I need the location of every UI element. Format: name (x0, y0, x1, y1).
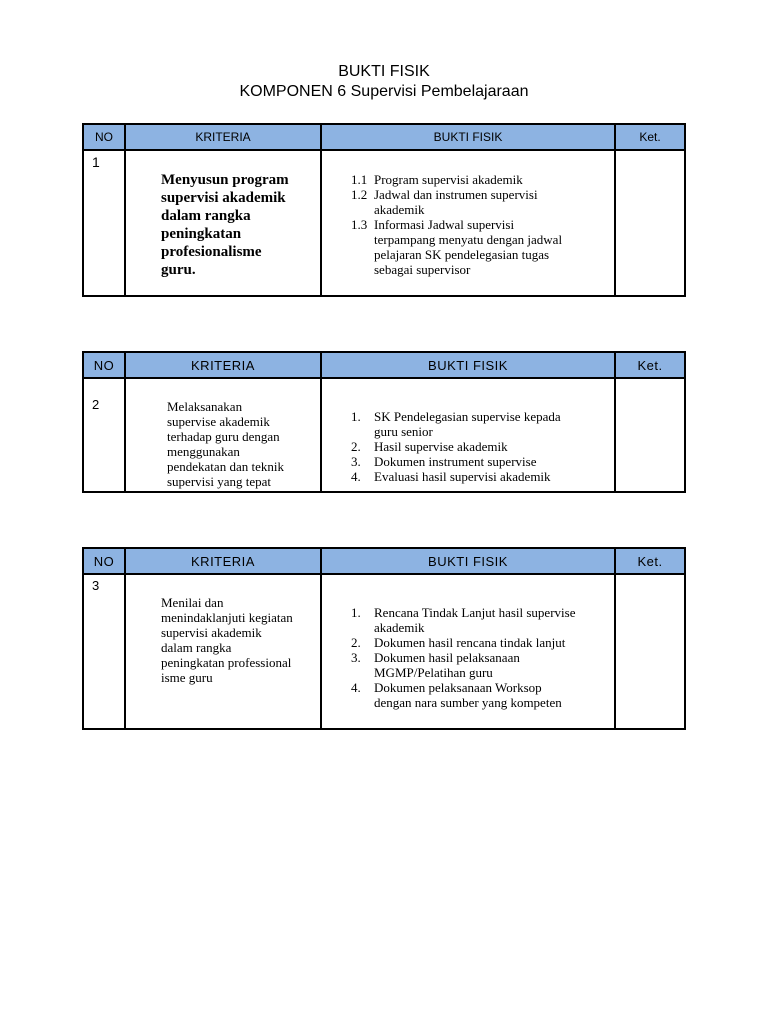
document-title: BUKTI FISIK (338, 63, 430, 80)
header-bukti-fisik: BUKTI FISIK (321, 352, 615, 378)
table-row (83, 150, 685, 296)
list-item: 2. Hasil supervise akademik (351, 439, 508, 454)
ket-cell (615, 378, 685, 492)
kriteria-cell (125, 574, 321, 729)
kriteria-line: guru. (161, 262, 196, 278)
kriteria-line: Melaksanakan (167, 399, 243, 414)
table-header-row (83, 352, 685, 378)
header-kriteria: KRITERIA (125, 548, 321, 574)
header-bukti-fisik: BUKTI FISIK (321, 124, 615, 150)
header-ket: Ket. (615, 124, 685, 150)
bukti-fisik-list (322, 379, 614, 484)
kriteria-text (126, 379, 320, 489)
list-item: 1.1 Program supervisi akademik (351, 172, 523, 187)
list-item: 1.2 Jadwal dan instrumen supervisi akademik (351, 187, 538, 217)
ket-cell (615, 150, 685, 296)
header-ket: Ket. (615, 352, 685, 378)
bukti-fisik-list (322, 151, 614, 277)
kriteria-line: Menyusun program (161, 172, 289, 188)
kriteria-line: menggunakan (167, 444, 240, 459)
header-no: NO (83, 548, 125, 574)
kriteria-cell (125, 378, 321, 492)
kriteria-line: pendekatan dan teknik (167, 459, 284, 474)
kriteria-cell (125, 150, 321, 296)
kriteria-line: dalam rangka (161, 208, 251, 224)
list-item: 2. Dokumen hasil rencana tindak lanjut (351, 635, 566, 650)
kriteria-line: menindaklanjuti kegiatan (161, 610, 293, 625)
kriteria-line: supervisi akademik (161, 625, 262, 640)
list-item: 1. Rencana Tindak Lanjut hasil supervise akademik (351, 605, 576, 635)
table-row (83, 574, 685, 729)
kriteria-line: Menilai dan (161, 595, 224, 610)
kriteria-line: isme guru (161, 670, 213, 685)
criteria-table-2 (82, 351, 686, 493)
table-row (83, 378, 685, 492)
ket-cell (615, 574, 685, 729)
bukti-fisik-list (322, 575, 614, 710)
row-number: 3 (83, 574, 125, 729)
document-subtitle: KOMPONEN 6 Supervisi Pembelajaraan (239, 83, 529, 100)
header-ket: Ket. (615, 548, 685, 574)
list-item: 1.3 Informasi Jadwal supervisi terpampang menyatu dengan jadwal pelajaran SK pendelegasian tugas sebagai supervisor (351, 217, 563, 277)
kriteria-text (126, 151, 320, 279)
kriteria-line: peningkatan (161, 226, 242, 242)
kriteria-line: supervise akademik (167, 414, 270, 429)
header-bukti-fisik: BUKTI FISIK (321, 548, 615, 574)
kriteria-line: profesionalisme (161, 244, 262, 260)
kriteria-line: dalam rangka (161, 640, 232, 655)
bukti-fisik-cell (321, 574, 615, 729)
kriteria-line: supervisi yang tepat (167, 474, 271, 489)
list-item: 4. Dokumen pelaksanaan Worksop dengan nara sumber yang kompeten (351, 680, 562, 710)
row-number: 2 (83, 378, 125, 492)
list-item: 3. Dokumen hasil pelaksanaan MGMP/Pelatihan guru (351, 650, 520, 680)
list-item: 3. Dokumen instrument supervise (351, 454, 537, 469)
kriteria-text (126, 575, 320, 685)
row-number: 1 (83, 150, 125, 296)
kriteria-line: terhadap guru dengan (167, 429, 280, 444)
header-no: NO (83, 352, 125, 378)
list-item: 1. SK Pendelegasian supervise kepada guru senior (351, 409, 561, 439)
bukti-fisik-cell (321, 378, 615, 492)
table-header-row (83, 124, 685, 150)
kriteria-line: supervisi akademik (161, 190, 286, 206)
table-header-row (83, 548, 685, 574)
header-no: NO (83, 124, 125, 150)
criteria-table-3 (82, 547, 686, 730)
kriteria-line: peningkatan professional (161, 655, 292, 670)
list-item: 4. Evaluasi hasil supervisi akademik (351, 469, 551, 484)
header-kriteria: KRITERIA (125, 124, 321, 150)
header-kriteria: KRITERIA (125, 352, 321, 378)
criteria-table-1 (82, 123, 686, 297)
bukti-fisik-cell (321, 150, 615, 296)
